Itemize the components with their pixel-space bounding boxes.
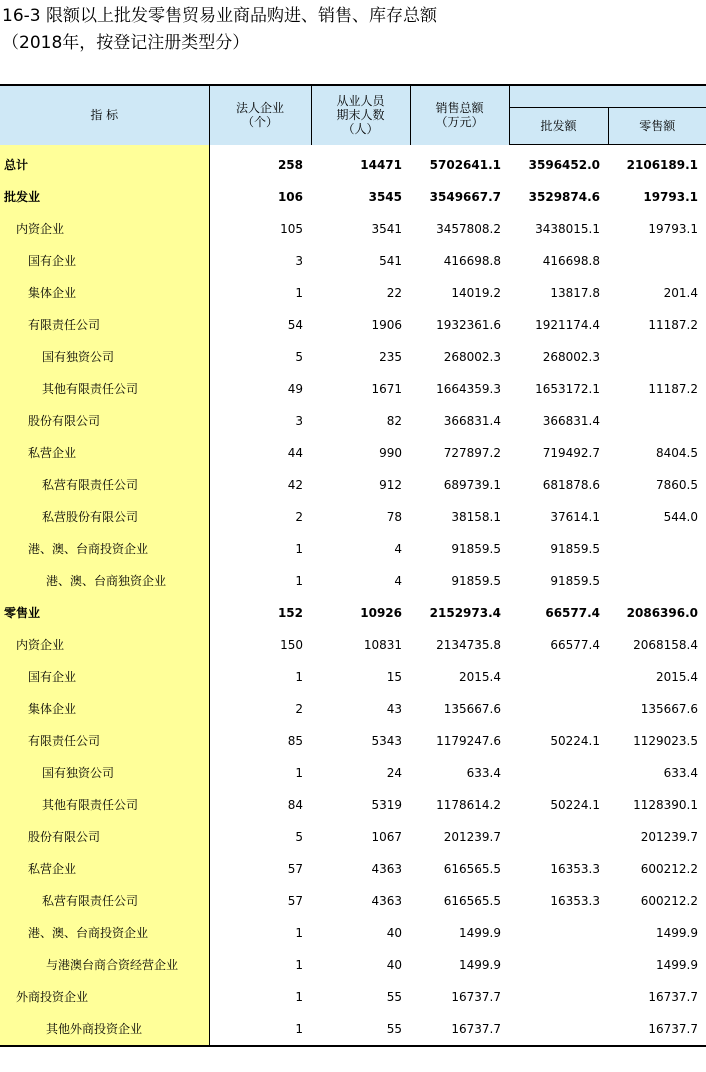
cell-staff: 5319: [371, 798, 402, 812]
cell-sales: 616565.5: [443, 894, 501, 908]
cell-firms: 1: [295, 670, 303, 684]
table-row: [0, 1013, 706, 1046]
cell-wholesale: 66577.4: [550, 638, 600, 652]
cell-sales: 1932361.6: [436, 318, 501, 332]
cell-retail: 600212.2: [640, 862, 698, 876]
row-label: 股份有限公司: [0, 821, 209, 853]
cell-retail: 135667.6: [640, 702, 698, 716]
header-indicator: 指 标: [0, 85, 209, 145]
cell-wholesale: 416698.8: [542, 254, 600, 268]
cell-sales: 366831.4: [443, 414, 501, 428]
row-label: 国有独资公司: [0, 341, 209, 373]
row-label: 外商投资企业: [0, 981, 209, 1013]
cell-staff: 10926: [360, 606, 402, 620]
row-label: 私营企业: [0, 853, 209, 885]
header-employees: 从业人员 期末人数 （人）: [311, 85, 410, 145]
row-label: 私营企业: [0, 437, 209, 469]
cell-wholesale: 719492.7: [542, 446, 600, 460]
table-row: [0, 469, 706, 501]
cell-retail: 2106189.1: [626, 158, 698, 172]
cell-wholesale: [509, 757, 608, 789]
row-label: 港、澳、台商投资企业: [0, 917, 209, 949]
cell-firms: 42: [287, 478, 303, 492]
row-label: 批发业: [0, 181, 209, 213]
cell-firms: 57: [287, 894, 303, 908]
cell-firms: 1: [295, 926, 303, 940]
cell-staff: 78: [386, 510, 402, 524]
table-row: [0, 597, 706, 629]
cell-sales: 14019.2: [451, 286, 501, 300]
cell-sales: 201239.7: [443, 830, 501, 844]
table-body: [0, 145, 706, 1047]
cell-retail: 1128390.1: [633, 798, 698, 812]
cell-wholesale: [509, 1013, 608, 1046]
cell-staff: 4363: [371, 862, 402, 876]
cell-firms: 258: [277, 157, 303, 172]
cell-retail: 11187.2: [648, 318, 698, 332]
cell-wholesale: 50224.1: [550, 798, 600, 812]
header-sales-breakdown-spacer: [509, 85, 706, 108]
table-row: [0, 789, 706, 821]
cell-retail: 1499.9: [656, 926, 698, 940]
row-label: 集体企业: [0, 693, 209, 725]
row-label: 内资企业: [0, 213, 209, 245]
cell-retail: 600212.2: [640, 894, 698, 908]
row-label: 有限责任公司: [0, 309, 209, 341]
cell-wholesale: [509, 661, 608, 693]
table-row: [0, 565, 706, 597]
row-label: 集体企业: [0, 277, 209, 309]
cell-retail: 19793.1: [643, 190, 698, 204]
cell-sales: 16737.7: [410, 1013, 509, 1046]
cell-staff: 55: [311, 1013, 410, 1046]
cell-firms: 1: [295, 958, 303, 972]
table-row: [0, 373, 706, 405]
cell-firms: 1: [295, 574, 303, 588]
row-label: 与港澳台商合资经营企业: [0, 949, 209, 981]
cell-firms: 1: [295, 286, 303, 300]
row-label: 国有企业: [0, 661, 209, 693]
cell-wholesale: 16353.3: [550, 894, 600, 908]
table-header: [0, 85, 706, 145]
cell-staff: 10831: [363, 638, 402, 652]
cell-wholesale: 91859.5: [550, 574, 600, 588]
cell-wholesale: 1921174.4: [535, 318, 600, 332]
cell-sales: 3457808.2: [436, 222, 501, 236]
cell-sales: 268002.3: [443, 350, 501, 364]
cell-retail: 2086396.0: [626, 606, 698, 620]
cell-wholesale: [509, 949, 608, 981]
cell-staff: 43: [386, 702, 402, 716]
row-label: 零售业: [0, 597, 209, 629]
row-label: 股份有限公司: [0, 405, 209, 437]
cell-firms: 150: [280, 638, 303, 652]
cell-staff: 990: [379, 446, 402, 460]
cell-firms: 57: [287, 862, 303, 876]
cell-sales: 1178614.2: [436, 798, 501, 812]
cell-staff: 4: [394, 542, 402, 556]
cell-sales: 2015.4: [459, 670, 501, 684]
table-subtitle: （2018年，按登记注册类型分）: [2, 33, 250, 53]
cell-sales: 135667.6: [443, 702, 501, 716]
row-label: 其他有限责任公司: [0, 789, 209, 821]
cell-sales: 16737.7: [451, 990, 501, 1004]
cell-wholesale: 37614.1: [550, 510, 600, 524]
cell-wholesale: [509, 981, 608, 1013]
cell-retail: [608, 533, 706, 565]
cell-sales: 91859.5: [451, 574, 501, 588]
table-row: [0, 181, 706, 213]
cell-retail: 201.4: [663, 286, 698, 300]
table-row: [0, 341, 706, 373]
cell-wholesale: 50224.1: [550, 734, 600, 748]
cell-staff: 40: [386, 926, 402, 940]
cell-retail: [608, 405, 706, 437]
table-row: [0, 981, 706, 1013]
cell-retail: [608, 565, 706, 597]
cell-retail: 11187.2: [648, 382, 698, 396]
cell-retail: 7860.5: [656, 478, 698, 492]
table-row: [0, 145, 706, 182]
table-row: [0, 821, 706, 853]
cell-retail: 1499.9: [656, 958, 698, 972]
cell-retail: [608, 245, 706, 277]
table-row: [0, 245, 706, 277]
row-label: 私营有限责任公司: [0, 885, 209, 917]
cell-retail: 201239.7: [640, 830, 698, 844]
cell-sales: 727897.2: [443, 446, 501, 460]
cell-wholesale: [509, 821, 608, 853]
cell-wholesale: [509, 917, 608, 949]
table-row: [0, 661, 706, 693]
cell-firms: 105: [280, 222, 303, 236]
cell-retail: 19793.1: [648, 222, 698, 236]
table-row: [0, 405, 706, 437]
cell-staff: 15: [386, 670, 402, 684]
cell-sales: 2134735.8: [436, 638, 501, 652]
row-label: 私营股份有限公司: [0, 501, 209, 533]
table-row: [0, 213, 706, 245]
cell-firms: 152: [277, 606, 303, 620]
cell-firms: 85: [287, 734, 303, 748]
row-label: 国有企业: [0, 245, 209, 277]
table-row: [0, 757, 706, 789]
row-label: 私营有限责任公司: [0, 469, 209, 501]
cell-wholesale: 16353.3: [550, 862, 600, 876]
cell-wholesale: 91859.5: [550, 542, 600, 556]
header-wholesale: 批发额: [509, 108, 608, 145]
cell-retail: 8404.5: [656, 446, 698, 460]
cell-firms: 44: [287, 446, 303, 460]
cell-firms: 5: [295, 350, 303, 364]
cell-sales: 2152973.4: [429, 606, 501, 620]
table-row: [0, 725, 706, 757]
cell-staff: 3545: [368, 190, 402, 204]
cell-retail: 633.4: [663, 766, 698, 780]
cell-sales: 616565.5: [443, 862, 501, 876]
cell-firms: 54: [287, 318, 303, 332]
header-legal-entities: 法人企业 （个）: [209, 85, 311, 145]
table-title: 16-3 限额以上批发零售贸易业商品购进、销售、库存总额: [2, 6, 437, 26]
cell-wholesale: 3596452.0: [528, 158, 600, 172]
row-label: 有限责任公司: [0, 725, 209, 757]
table-row: [0, 501, 706, 533]
cell-firms: 1: [209, 1013, 311, 1046]
cell-staff: 22: [386, 286, 402, 300]
cell-firms: 5: [295, 830, 303, 844]
cell-retail: 2015.4: [656, 670, 698, 684]
table-row: [0, 437, 706, 469]
cell-staff: 14471: [360, 157, 402, 172]
cell-sales: 416698.8: [443, 254, 501, 268]
cell-staff: 541: [379, 254, 402, 268]
cell-staff: 912: [379, 478, 402, 492]
cell-firms: 2: [295, 510, 303, 524]
cell-staff: 4: [394, 574, 402, 588]
cell-retail: 16737.7: [608, 1013, 706, 1046]
table-row: [0, 629, 706, 661]
cell-firms: 2: [295, 702, 303, 716]
table-row: [0, 309, 706, 341]
cell-sales: 1499.9: [459, 958, 501, 972]
cell-retail: [608, 341, 706, 373]
cell-sales: 5702641.1: [429, 157, 501, 172]
table-row: [0, 917, 706, 949]
cell-retail: 16737.7: [648, 990, 698, 1004]
cell-staff: 1906: [371, 318, 402, 332]
cell-sales: 1179247.6: [436, 734, 501, 748]
cell-wholesale: [509, 693, 608, 725]
row-label: 港、澳、台商投资企业: [0, 533, 209, 565]
cell-firms: 1: [295, 542, 303, 556]
cell-wholesale: 66577.4: [545, 606, 600, 620]
cell-wholesale: 13817.8: [550, 286, 600, 300]
cell-firms: 106: [277, 190, 303, 204]
cell-wholesale: 268002.3: [542, 350, 600, 364]
cell-sales: 3549667.7: [429, 190, 501, 204]
cell-staff: 1671: [371, 382, 402, 396]
row-label: 国有独资公司: [0, 757, 209, 789]
cell-sales: 91859.5: [451, 542, 501, 556]
cell-wholesale: 1653172.1: [535, 382, 600, 396]
cell-wholesale: 3438015.1: [535, 222, 600, 236]
cell-firms: 1: [295, 766, 303, 780]
cell-staff: 3541: [371, 222, 402, 236]
cell-staff: 82: [386, 414, 402, 428]
cell-firms: 3: [295, 414, 303, 428]
row-label: 港、澳、台商独资企业: [0, 565, 209, 597]
table-row: [0, 277, 706, 309]
header-retail: 零售额: [608, 108, 706, 145]
cell-retail: 1129023.5: [633, 734, 698, 748]
cell-staff: 55: [386, 990, 402, 1004]
cell-retail: 2068158.4: [633, 638, 698, 652]
statistics-table: [0, 84, 706, 1047]
cell-sales: 1499.9: [459, 926, 501, 940]
cell-wholesale: 681878.6: [542, 478, 600, 492]
cell-staff: 24: [386, 766, 402, 780]
cell-firms: 49: [287, 382, 303, 396]
table-row: [0, 533, 706, 565]
cell-firms: 84: [287, 798, 303, 812]
cell-staff: 40: [386, 958, 402, 972]
cell-sales: 633.4: [466, 766, 501, 780]
table-row: [0, 853, 706, 885]
cell-sales: 38158.1: [451, 510, 501, 524]
cell-retail: 544.0: [663, 510, 698, 524]
cell-sales: 689739.1: [443, 478, 501, 492]
table-row: [0, 885, 706, 917]
row-label: 内资企业: [0, 629, 209, 661]
cell-firms: 3: [295, 254, 303, 268]
header-sales-total: 销售总额 （万元）: [410, 85, 509, 145]
cell-wholesale: 3529874.6: [528, 190, 600, 204]
row-label: 其他外商投资企业: [0, 1013, 209, 1046]
row-label: 其他有限责任公司: [0, 373, 209, 405]
cell-wholesale: 366831.4: [542, 414, 600, 428]
table-row: [0, 693, 706, 725]
row-label: 总计: [0, 145, 209, 182]
table-row: [0, 949, 706, 981]
cell-staff: 235: [379, 350, 402, 364]
cell-sales: 1664359.3: [436, 382, 501, 396]
cell-staff: 1067: [371, 830, 402, 844]
cell-staff: 5343: [371, 734, 402, 748]
cell-firms: 1: [295, 990, 303, 1004]
cell-staff: 4363: [371, 894, 402, 908]
